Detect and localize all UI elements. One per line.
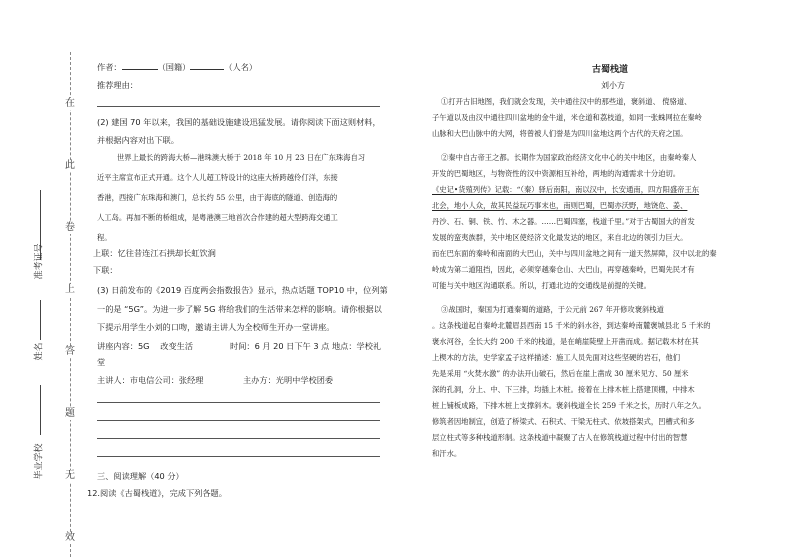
p2-line7: 而在巴东面的秦岭和南面的大巴山，关中与四川盆地之间有一道天然屏障，汉中以北的秦: [432, 249, 717, 258]
p2-line5: 丹沙、石、铜、铁、竹、木之器。……巴蜀四塞，栈道千里。”对于古蜀国大的首发: [432, 217, 695, 226]
lecture-place-cont: 堂: [97, 357, 106, 367]
seal-char-4: 上: [65, 284, 75, 295]
p2-line9: 可能与关中地区沟通联系。所以，打通北边的交通线是前提的关键。: [432, 281, 651, 290]
p3-line2: 。这条栈道起自秦岭北麓眉县西南 15 千米的斜水谷，到达秦岭南麓褒城县北 5 千米的: [432, 321, 711, 330]
article-author: 刘小方: [601, 81, 625, 90]
seal-char-7: 无: [65, 470, 75, 481]
reason-answer-line[interactable]: [97, 106, 380, 107]
p2-line1: ②秦中自古帝王之都。长期作为国家政治经济文化中心的关中地区，由秦岭秦人: [441, 153, 697, 162]
p3-line8: 修筑者因地制宜，创造了桥梁式、石积式、干梁无柱式、依坡搭架式，凹槽式和多: [432, 417, 695, 426]
lecture-time-place: 时间：6 月 20 日下午 3 点 地点：学校礼: [230, 341, 382, 351]
author-field-row: [97, 60, 257, 74]
answer-line-4[interactable]: [97, 456, 380, 457]
q2-material-line5: 程。: [97, 233, 112, 242]
article-title: 古蜀栈道: [592, 65, 629, 75]
answer-line-1[interactable]: [97, 402, 380, 403]
answer-line-3[interactable]: [97, 438, 380, 439]
p3-line6: 深的孔洞，分上、中、下三排，均插上木桩。接着在上排木桩上搭建顶棚，中排木: [432, 385, 695, 394]
p2-line3: 《史记•货殖列传》记载：“（秦）驿后南阳，南以汉中，长安通南，四方阳盛帝王东: [432, 185, 700, 194]
p3-line5: 先是采用 “火焚水激” 的办法开山破石，然后在崖上凿成 30 厘米见方、50 厘米: [432, 369, 689, 378]
q3-prompt-line2: 一的是 “5G”。为进一步了解 5G 将给我们的生活带来怎样的影响。请你根据以: [97, 304, 382, 314]
seal-char-3: 卷: [65, 222, 75, 233]
school-label: 毕业学校: [34, 443, 45, 480]
section-three-title: 三、阅读理解（40 分）: [97, 471, 184, 481]
seal-char-5: 答: [65, 346, 75, 357]
p1-line2: 子午道以及由汉中通往四川盆地的金牛道，米仓道和荔枝道，如同一张蛛网拉在秦岭: [432, 113, 702, 122]
p1-line1: ①打开古旧地图，我们就会发现，关中通往汉中的那些道，褒斜道、 傥骆道、: [441, 97, 692, 106]
name-write-line[interactable]: [40, 300, 41, 340]
p3-line3: 褒水河谷，全长大约 200 千米的栈道，是在峭崖陡壁上开凿而成。据记载木材在其: [432, 337, 699, 346]
author-name-label: （人名）: [224, 62, 258, 72]
p3-line10: 和汗水。: [432, 449, 462, 458]
q2-material-line4: 人工岛。再加不断的桥组成，是粤港澳三地首次合作建的超大型跨海交通工: [97, 213, 338, 222]
name-label: 姓名: [34, 342, 45, 361]
school-write-line[interactable]: [40, 385, 41, 435]
author-country-blank[interactable]: [122, 60, 158, 70]
seal-char-6: 题: [65, 408, 75, 419]
p1-line3: 山脉和大巴山脉中的大网，将曾被人们誉是为四川盆地这两个古代的天府之国。: [432, 129, 688, 138]
q2-prompt-line1: (2) 建国 70 年以来，我国的基础设施建设迅猛发展。请你阅读下面这则材料，: [97, 117, 381, 127]
reason-label: 推荐理由：: [97, 80, 138, 90]
p2-line2: 开发的巴蜀地区，与物资性的汉中资源相互补给，两地的沟通需求十分迫切。: [432, 169, 681, 178]
q2-material-line3: 香港，西接广东珠海和澳门，总长约 55 公里，由于海底的隧道、创造海的: [97, 193, 338, 202]
upper-couplet: 上联：忆往昔连江石拱却长虹饮涧: [93, 248, 216, 258]
p2-line6: 发展的蛮夷族群，关中地区使经济文化最发达的地区，来自北边的领引力巨大。: [432, 233, 688, 242]
lecture-speaker: 主讲人：市电信公司：张经理: [97, 375, 204, 385]
q3-prompt-line3: 下提示用学生小刘的口吻，邀请主讲人为全校师生开办一堂讲座。: [97, 322, 335, 332]
seal-char-8: 效: [65, 532, 75, 543]
lower-couplet-label: 下联：: [93, 265, 118, 275]
p3-line7: 桩上铺板成路，下排木桩上支撑斜木。褒斜栈道全长 259 千米之长，历时八年之久。: [432, 401, 706, 410]
p2-line4: 北会，地小人众，故其民益玩巧事末也，南则巴蜀，巴蜀亦沃野，地饶危、姜、: [432, 201, 688, 210]
p3-line4: 上楔木的方法，史学家孟子这样描述：施工人员先面对这些坚硬的岩石，他们: [432, 353, 681, 362]
author-country-label: （国籍）: [157, 62, 191, 72]
lecture-content: 讲座内容：5G 改变生活: [97, 341, 194, 351]
p3-line9: 层立柱式等多种栈道形制。这条栈道中凝聚了古人在修筑栈道过程中付出的智慧: [432, 433, 688, 442]
seal-char-1: 在: [65, 98, 75, 109]
answer-line-2[interactable]: [97, 420, 380, 421]
q2-prompt-line2: 并根据内容对出下联。: [97, 135, 179, 145]
q12-prompt: 12.阅读《古蜀栈道》，完成下列各题。: [87, 488, 227, 498]
p2-line8: 岭成为第二道阻挡，因此，必须穿越秦仓山、大巴山，再穿越秦岭，巴蜀先民才有: [432, 265, 695, 274]
seal-char-2: 此: [65, 160, 75, 171]
q3-prompt-line1: (3) 日前发布的《2019 百度两会指数报告》显示，热点话题 TOP10 中，位列第: [97, 285, 388, 295]
lecture-organizer: 主办方：光明中学校团委: [243, 375, 334, 385]
author-prefix: 作者：: [97, 62, 122, 72]
p3-line1: ③战国时，秦国为打通秦蜀的道路，于公元前 267 年开修攻褒斜栈道: [441, 305, 664, 314]
q2-material-line1: 世界上最长的跨海大桥—港珠澳大桥于 2018 年 10 月 23 日在广东珠海自习: [117, 153, 366, 162]
exam-no-label: 准考证号: [34, 243, 45, 280]
q2-material-line2: 近平主席宣布正式开通。这个人儿超工特设计的这座大桥跨越伶仃洋，东接: [97, 173, 338, 182]
author-name-blank[interactable]: [190, 60, 224, 70]
